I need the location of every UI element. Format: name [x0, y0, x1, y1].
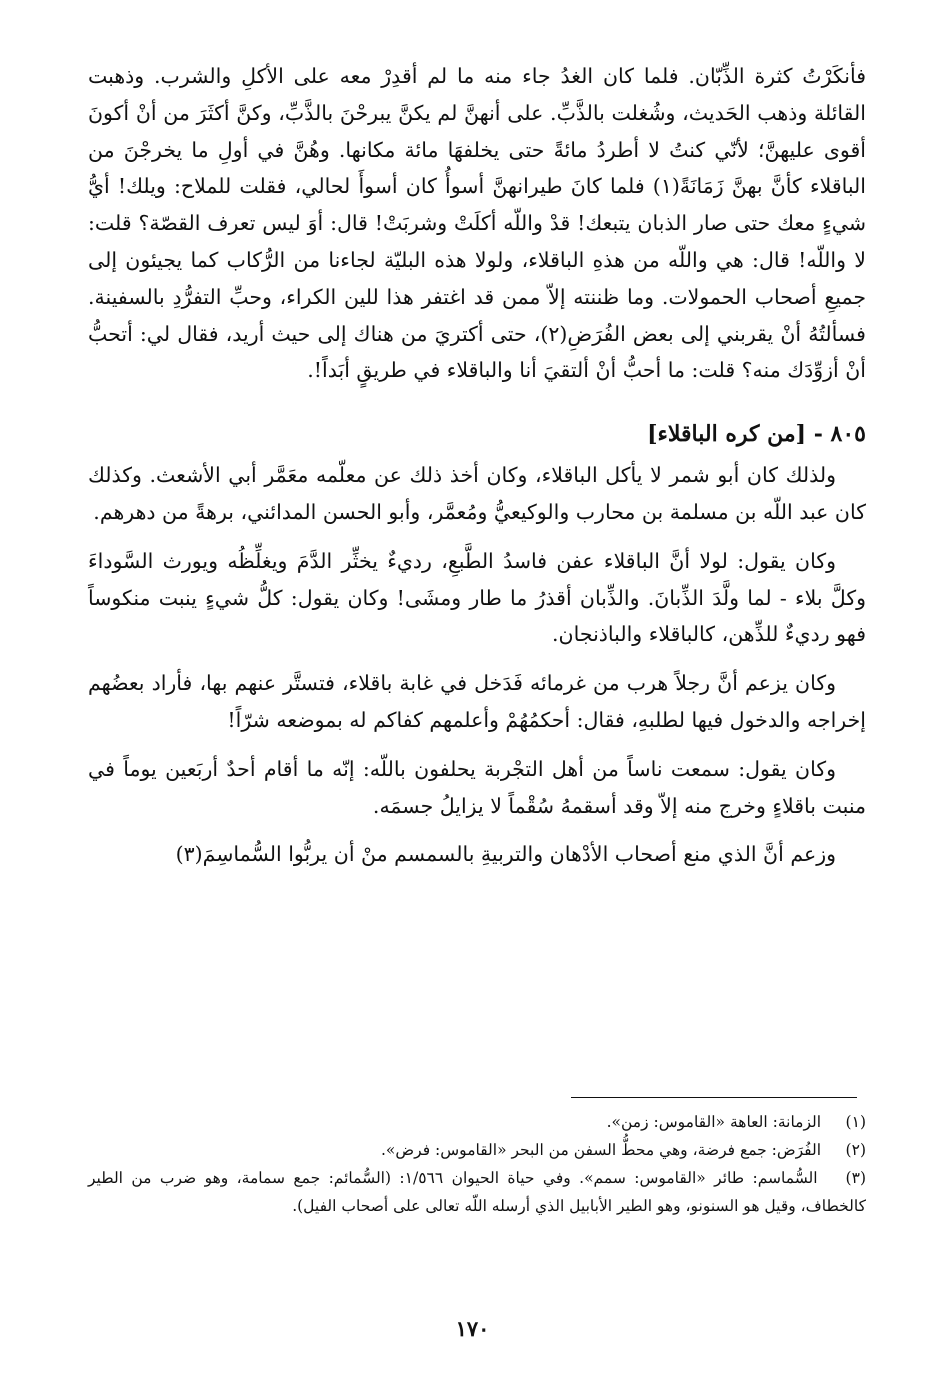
section-title: [من كره الباقلاء] — [647, 421, 807, 448]
body-paragraph: وكان يقول: لولا أنَّ الباقلاء عفن فاسدُ الطَّبعِ، رديءٌ يخثِّر الدَّمَ ويغلِّظُه ويورث السَّوداءَ وكلَّ بلاء - لما ولَّدَ الذِّبانَ. والذِّبان أقذرُ ما طار ومشَى! وكان يقول: كلُّ شيءٍ ينبت منكوساً فهو رديءٌ للذِّهن، كالباقلاء والباذنجان. — [88, 548, 866, 647]
paragraph-gap — [88, 531, 866, 543]
section-number: ٨٠٥ — [830, 421, 866, 448]
footnote-text: السُّماسم: طائر «القاموس: سمم». وفي حياة الحيوان ١/٥٦٦: (السُّمائم: جمع سمامة، وهو ضرب من الطير كالخطاف، وقيل هو السنونو، وهو الطير الأبابيل الذي أرسله اللّه تعالى على أصحاب الفيل). — [88, 1169, 866, 1215]
body-paragraph: وزعم أنَّ الذي منع أصحاب الأدْهان والتربيةِ بالسمسم منْ أن يربُّوا السُّماسِمَ(٣) — [175, 842, 836, 867]
footnote-item — [88, 1164, 866, 1220]
page-number: ١٧٠ — [455, 1316, 490, 1341]
section-heading — [88, 415, 866, 453]
main-text-block — [88, 58, 866, 873]
footnote-number: (٢) — [845, 1141, 866, 1159]
paragraph-gap — [88, 739, 866, 751]
section-separator: - — [806, 421, 831, 448]
body-paragraph: ولذلك كان أبو شمر لا يأكل الباقلاء، وكان أخذ ذلك عن معلّمه معَمَّر أبي الأشعث. وكذلك كان عبد اللّه بن مسلمة بن محارب والوكيعيُّ ومُعمَّر، وأبو الحسن المدائني، برهةً من دهرهم. — [88, 463, 866, 524]
footnotes-block — [88, 1108, 866, 1220]
body-paragraph: وكان يزعم أنَّ رجلاً هرب من غرمائه فَدَخل في غابة باقلاء، فتستَّر عنهم بها، فأراد بعضُهم إخراجه والدخول فيها لطلبهِ، فقال: أحكمُهُمْ وأعلمهم كفاكم له بموضعه شرّاً! — [88, 671, 866, 732]
footnote-text: الفُرَض: جمع فرضة، وهي محطُّ السفن من البحر «القاموس: فرض». — [381, 1141, 822, 1159]
footnote-item — [88, 1108, 866, 1136]
body-paragraph: فأنكَرْتُ كثرة الذِّبّان. فلما كان الغدُ جاء منه ما لم أقدِرْ معه على الأكلِ والشرب. وذهبت القائلة وذهب الحَديث، وشُغلت بالذَّبِّ. على أنهنَّ لم يكنَّ يبرحْنَ بالذَّبِّ، وكنَّ أكثَرَ من أنْ أكونَ أقوى عليهنَّ؛ لأنّي كنتُ لا أطردُ مائةً حتى يخلفهَا مائة مكانها. وهُنَّ في أولِ ما يخرجْنَ من الباقلاء كأنَّ بهنَّ زَمَانَةً(١) فلما كانَ طيرانهنَّ أسوأُ كان أسوأَ لحالي، فقلت للملاح: ويلك! أيُّ شيءٍ معك حتى صار الذبان يتبعك! قدْ واللّه أكلَتْ وشربَتْ! قال: أوَ ليس تعرف القصّة؟ قلت: لا واللّه! قال: هي واللّه من هذهِ الباقلاء، ولولا هذه البليّة لجاءنا من الرُّكاب كما يجيئون إلى جميعِ أصحاب الحمولات. وما ظننته إلاّ ممن قد اغتفر هذا للين الكراء، وحبِّ التفرُّدِ بالسفينة. فسألتُهُ أنْ يقربني إلى بعض الفُرَضِ(٢)، حتى أكتريَ من هناك إلى حيث أريد، فقال لي: أتحبُّ أنْ أزوِّدَك منه؟ قلت: ما أحبُّ أنْ ألتقيَ أنا والباقلاء في طريقٍ أبَداً!. — [88, 64, 866, 383]
footnote-number: (١) — [845, 1113, 866, 1131]
paragraph-gap — [88, 653, 866, 665]
body-paragraph: وكان يقول: سمعت ناساً من أهل التجْربة يحلفون باللّه: إنّه ما أقام أحدٌ أربَعين يوماً في منبت باقلاءٍ وخرج منه إلاّ وقد أسقمهُ سُقْماً لا يزايلُ جسمَه. — [88, 756, 866, 818]
footnote-number: (٣) — [845, 1169, 866, 1187]
paragraph-gap — [88, 824, 866, 836]
footnote-divider — [571, 1097, 857, 1098]
footnote-item — [88, 1136, 866, 1164]
footnote-text: الزمانة: العاهة «القاموس: زمن». — [606, 1113, 822, 1131]
